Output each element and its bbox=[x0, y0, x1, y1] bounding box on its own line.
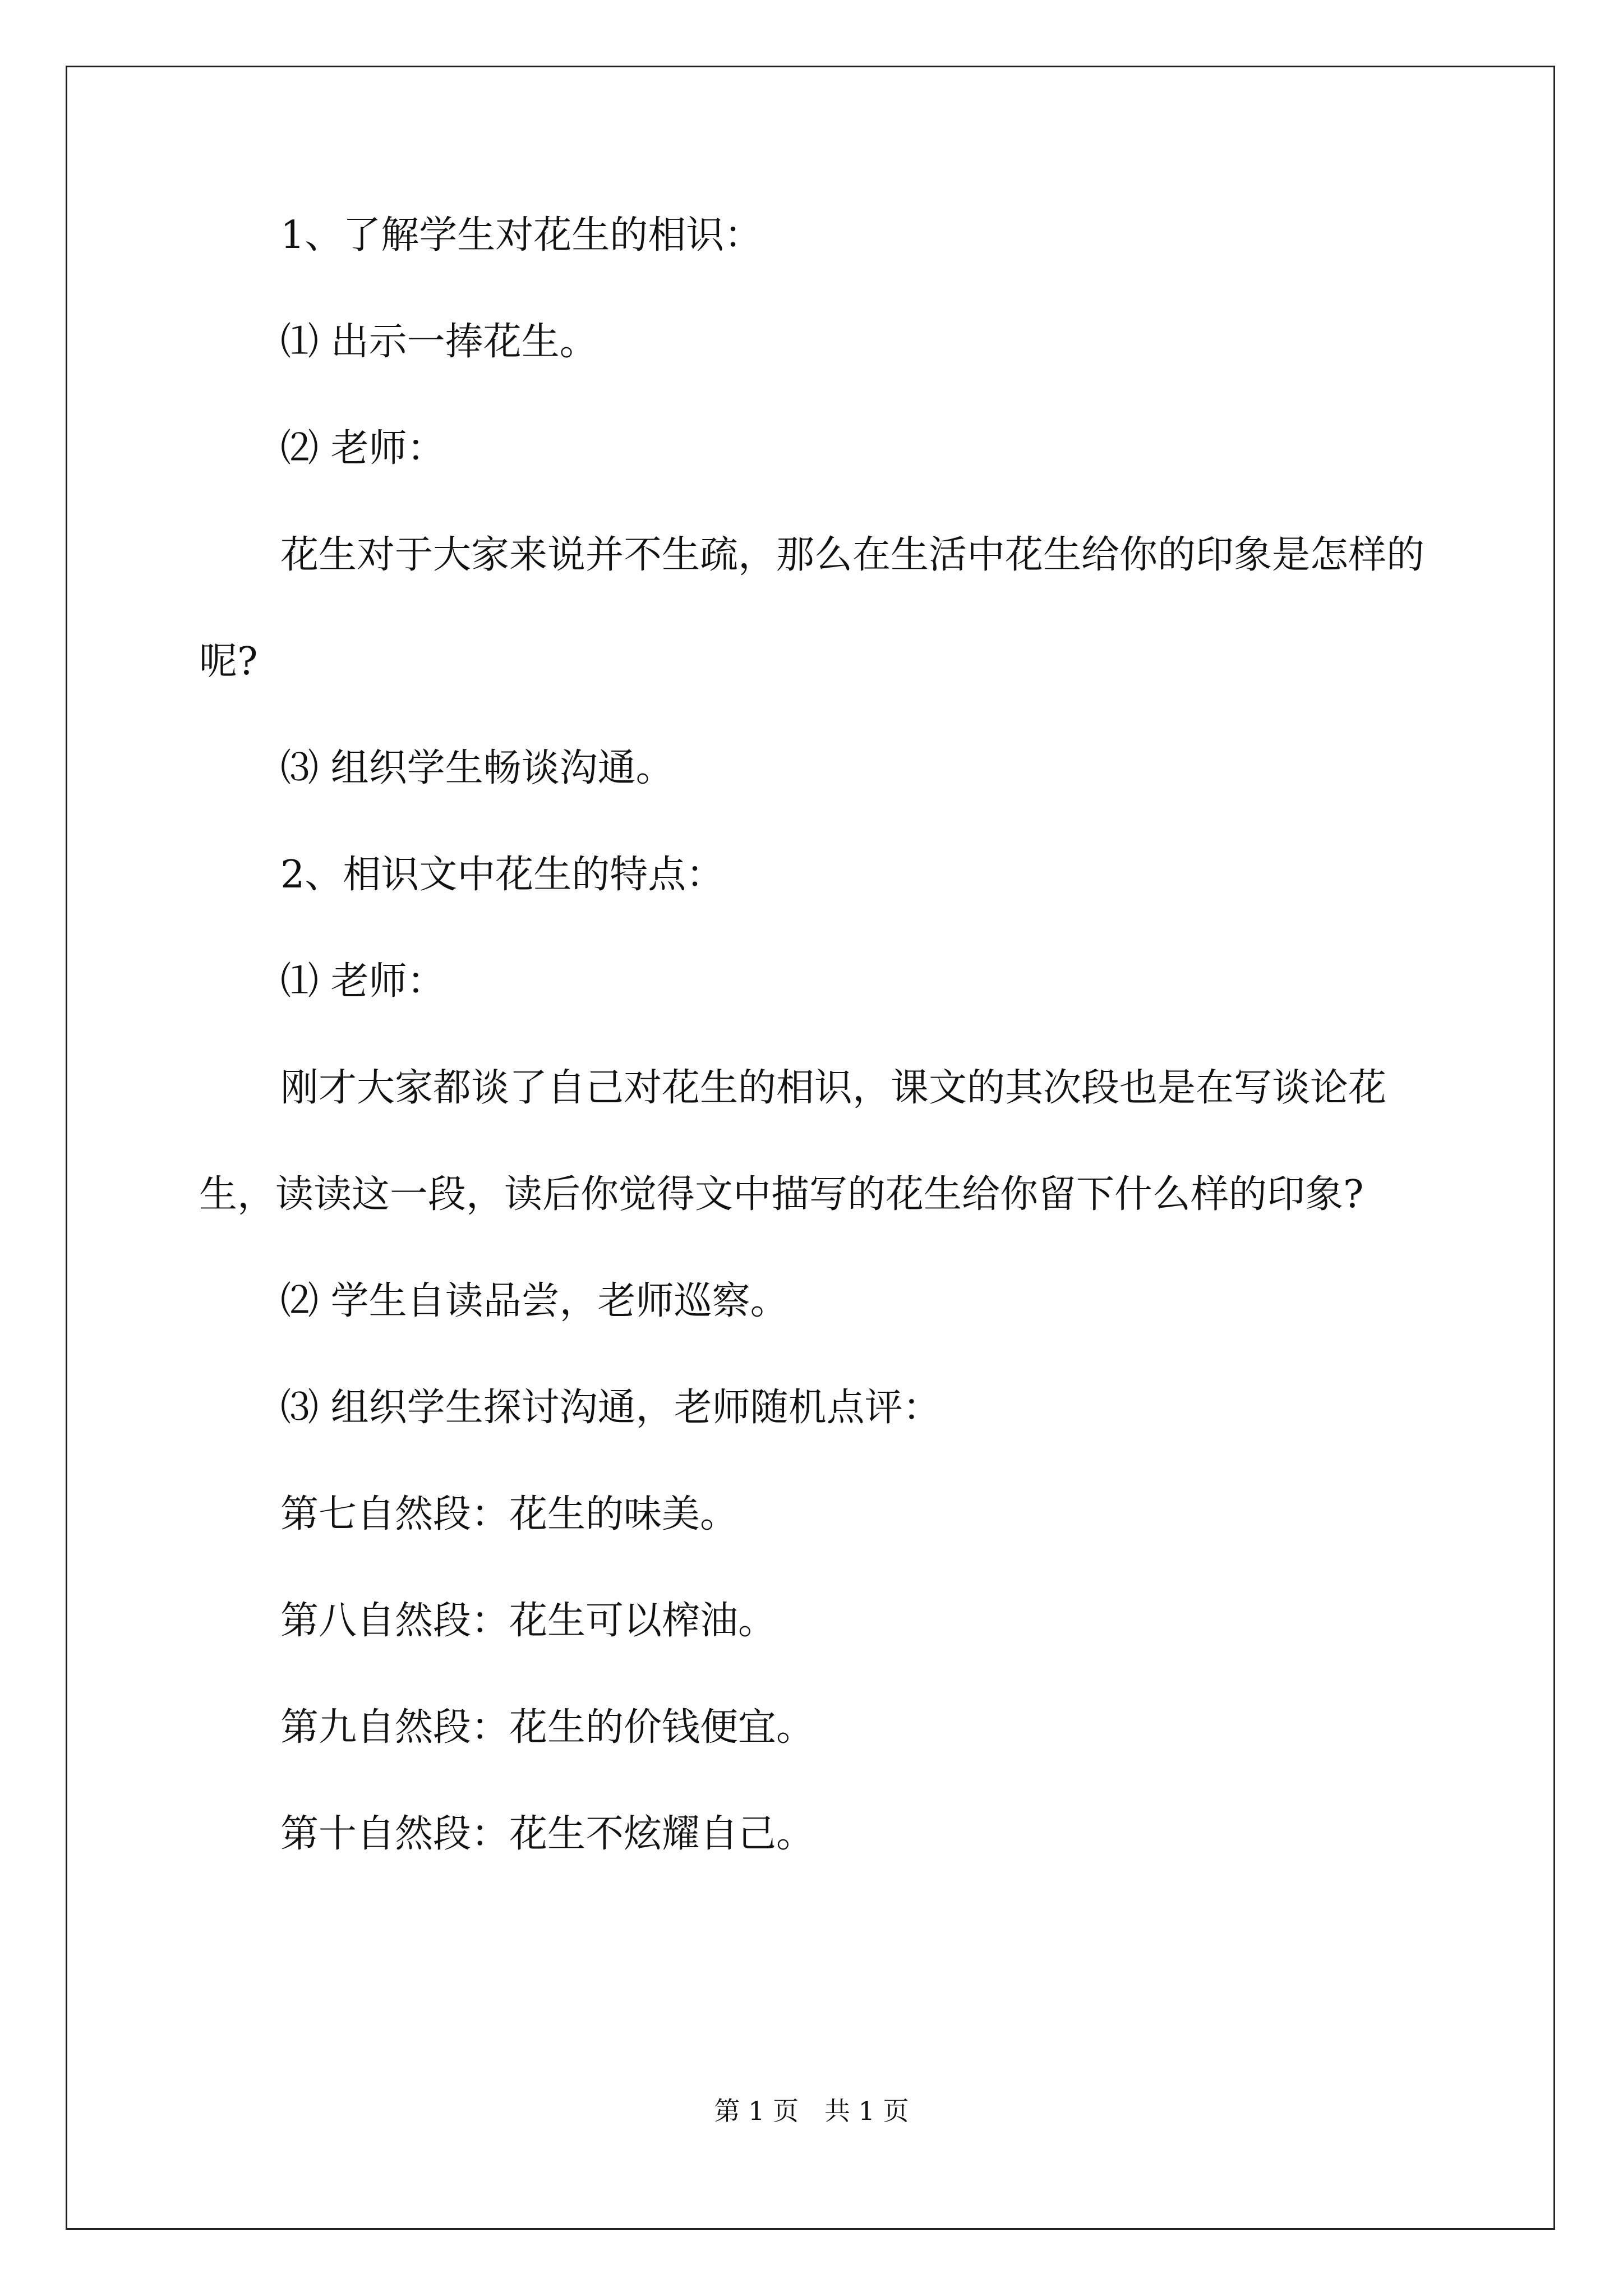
paragraph-2: ⑴ 出示一捧花生。 bbox=[280, 320, 598, 364]
paragraph-10: ⑶ 组织学生探讨沟通，老师随机点评： bbox=[280, 1386, 941, 1430]
paragraph-7: ⑴ 老师： bbox=[280, 959, 445, 1004]
page-footer: 第 1 页 共 1 页 bbox=[714, 2096, 909, 2126]
paragraph-6: 2、相识文中花生的特点： bbox=[280, 853, 725, 897]
paragraph-9: ⑵ 学生自读品尝，老师巡察。 bbox=[280, 1279, 789, 1323]
paragraph-8: 刚才大家都谈了自己对花生的相识，课文的其次段也是在写谈论花生，读读这一段，读后你觉得文中描写的花生给你留下什么样的印象? bbox=[199, 1066, 1387, 1217]
paragraph-13: 第九自然段：花生的价钱便宜。 bbox=[280, 1705, 815, 1750]
paragraph-14: 第十自然段：花生不炫耀自己。 bbox=[280, 1812, 815, 1856]
paragraph-5: ⑶ 组织学生畅谈沟通。 bbox=[280, 746, 674, 790]
paragraph-4: 花生对于大家来说并不生疏，那么在生活中花生给你的印象是怎样的呢? bbox=[199, 533, 1425, 684]
document-body bbox=[199, 209, 1433, 1914]
paragraph-1: 1、了解学生对花生的相识： bbox=[280, 213, 763, 257]
paragraph-12: 第八自然段：花生可以榨油。 bbox=[280, 1599, 777, 1643]
paragraph-11: 第七自然段：花生的味美。 bbox=[280, 1492, 739, 1536]
paragraph-3: ⑵ 老师： bbox=[280, 426, 445, 471]
